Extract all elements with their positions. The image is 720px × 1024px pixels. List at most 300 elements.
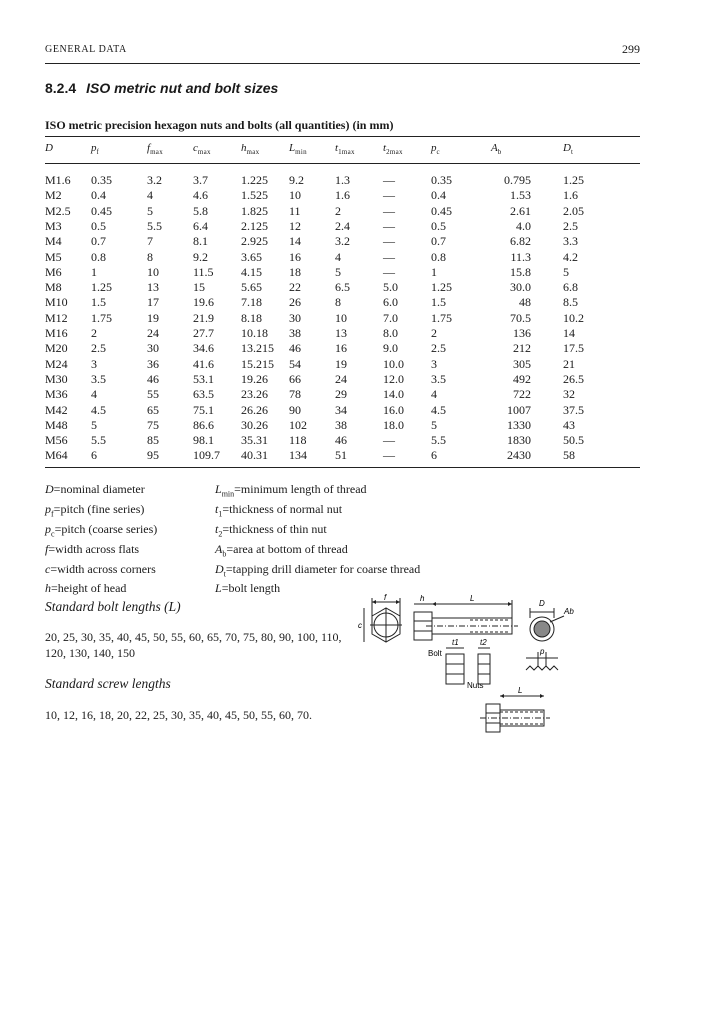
table-cell: 29	[335, 387, 347, 402]
legend-text: =nominal diameter	[53, 482, 145, 496]
table-cell: 66	[289, 371, 301, 386]
thread-pitch-profile	[526, 666, 558, 670]
table-cell: 26	[289, 295, 301, 310]
diagram-label-L2: L	[518, 686, 523, 695]
diagram-label-t1: t1	[452, 638, 459, 647]
table-cell: 19	[147, 310, 159, 325]
table-cell: 1.225	[241, 173, 268, 187]
table-cell: 40.31	[241, 448, 268, 463]
table-cell: 6.5	[335, 280, 350, 295]
legend-item	[45, 522, 157, 542]
table-cell: 722	[513, 387, 531, 402]
table-cell: 6.82	[510, 234, 531, 249]
column-subscript: max	[150, 148, 164, 157]
table-cell: 11	[289, 203, 301, 218]
table-cell: 3	[431, 356, 437, 371]
table-cell: 0.35	[431, 173, 452, 187]
column-header	[383, 142, 403, 156]
column-symbol: p	[431, 142, 437, 154]
legend-text: =thickness of thin nut	[222, 521, 327, 536]
column-symbol: D	[563, 142, 571, 154]
table-cell: 5	[91, 417, 97, 432]
table-cell: 34	[335, 402, 347, 417]
column-header	[45, 142, 53, 156]
table-cell: 37.5	[563, 402, 584, 417]
legend-text: =pitch (fine series)	[53, 501, 145, 516]
table-cell: 5.65	[241, 280, 262, 295]
diagram-label-nuts: Nuts	[467, 681, 484, 690]
table-cell: 46	[147, 371, 159, 386]
table-cell: 85	[147, 433, 159, 448]
table-cell: 16	[335, 341, 347, 356]
table-cell: 19	[335, 356, 347, 371]
legend-symbol: t	[215, 521, 219, 536]
table-row	[45, 341, 640, 355]
table-cell: 305	[513, 356, 531, 371]
table-cell: 5	[563, 264, 569, 279]
column-symbol: h	[241, 142, 247, 154]
column-subscript: 2max	[386, 148, 403, 157]
table-cell: M20	[45, 341, 68, 356]
standard-screw-title: Standard screw lengths	[45, 676, 171, 691]
table-cell: 41.6	[193, 356, 214, 371]
table-cell: 5.0	[383, 280, 398, 295]
legend-symbol: p	[45, 521, 51, 536]
column-header	[335, 142, 355, 156]
legend-symbol: h	[45, 581, 51, 596]
table-cell: —	[383, 448, 395, 463]
table-cell: 10	[335, 310, 347, 325]
table-cell: 10.0	[383, 356, 404, 371]
table-cell: —	[383, 433, 395, 448]
table-cell: 1007	[507, 402, 531, 417]
legend-subscript: b	[222, 549, 227, 559]
column-header	[431, 142, 440, 156]
table-cell: 1.25	[563, 173, 584, 187]
table-header-rule	[45, 163, 640, 164]
table-cell: 14.0	[383, 387, 404, 402]
table-cell: 109.7	[193, 448, 220, 463]
table-cell: 22	[289, 280, 301, 295]
table-cell: 46	[335, 433, 347, 448]
table-row	[45, 311, 640, 325]
table-cell: 30.26	[241, 417, 268, 432]
table-cell: M64	[45, 448, 68, 463]
table-cell: 4	[147, 188, 153, 203]
table-cell: M56	[45, 433, 68, 448]
column-symbol: p	[91, 142, 97, 154]
column-subscript: t	[570, 148, 574, 157]
table-cell: 0.45	[431, 203, 452, 218]
table-cell: 2.61	[510, 203, 531, 218]
table-row	[45, 173, 640, 187]
running-head	[45, 44, 640, 62]
column-header	[193, 142, 211, 156]
table-row	[45, 448, 640, 462]
table-cell: 34.6	[193, 341, 214, 356]
table-cell: 1.25	[431, 280, 452, 295]
legend-text: =bolt length	[221, 581, 281, 596]
table-cell: 3.5	[431, 371, 446, 386]
legend-item	[215, 562, 420, 582]
table-cell: 3	[91, 356, 97, 371]
table-cell: 1.825	[241, 203, 268, 218]
diagram-label-bolt: Bolt	[428, 649, 442, 658]
legend-text: =tapping drill diameter for coarse thread	[225, 561, 421, 576]
table-cell: 4	[335, 249, 341, 264]
table-cell: 9.2	[289, 173, 304, 187]
table-row	[45, 280, 640, 294]
table-cell: 0.795	[504, 173, 531, 187]
table-cell: 5	[147, 203, 153, 218]
section-number: 8.2.4	[45, 80, 77, 96]
table-cell: M30	[45, 371, 68, 386]
table-cell: 0.45	[91, 203, 112, 218]
table-cell: —	[383, 234, 395, 249]
table-cell: 0.7	[91, 234, 106, 249]
standard-screw-lengths: 10, 12, 16, 18, 20, 22, 25, 30, 35, 40, 45, 50, 55, 60, 70.	[45, 708, 312, 722]
table-cell: 12	[289, 218, 301, 233]
table-cell: 3.2	[335, 234, 350, 249]
column-symbol: t	[335, 142, 339, 154]
table-cell: 2430	[507, 448, 531, 463]
table-cell: 2.125	[241, 218, 268, 233]
table-cell: 23.26	[241, 387, 268, 402]
column-subscript: max	[246, 148, 260, 157]
table-cell: 1.75	[431, 310, 452, 325]
table-cell: M2	[45, 188, 62, 203]
table-cell: 1	[91, 264, 97, 279]
table-cell: 51	[335, 448, 347, 463]
table-row	[45, 295, 640, 309]
table-cell: M36	[45, 387, 68, 402]
table-cell: 13	[335, 326, 347, 340]
table-cell: 55	[147, 387, 159, 402]
legend-subscript: c	[51, 529, 55, 539]
thin-nut	[478, 654, 490, 684]
table-row	[45, 219, 640, 233]
legend-text: =thickness of normal nut	[222, 501, 343, 516]
column-subscript: f	[96, 148, 100, 157]
column-subscript: b	[497, 148, 502, 157]
table-cell: 5	[335, 264, 341, 279]
table-row	[45, 326, 640, 340]
table-cell: 8.1	[193, 234, 208, 249]
table-cell: 13	[147, 280, 159, 295]
table-cell: 38	[335, 417, 347, 432]
diagram-label-Ab: Ab	[564, 607, 574, 616]
table-cell: 6	[431, 448, 437, 463]
legend-subscript: 1	[218, 509, 223, 519]
table-cell: 24	[147, 326, 159, 340]
table-cell: M8	[45, 280, 62, 295]
table-cell: 4.2	[563, 249, 578, 264]
legend-text: =pitch (coarse series)	[54, 521, 158, 536]
diagram-label-p: p	[540, 647, 545, 656]
table-cell: 6	[91, 448, 97, 463]
table-cell: 95	[147, 448, 159, 463]
legend-symbol: L	[215, 581, 222, 596]
diagram-label-L: L	[470, 594, 475, 603]
table-cell: 26.26	[241, 402, 268, 417]
table-cell: 21	[563, 356, 575, 371]
table-cell: 1	[431, 264, 437, 279]
column-symbol: A	[491, 142, 498, 154]
table-cell: M16	[45, 326, 68, 340]
table-cell: —	[383, 264, 395, 279]
table-cell: 5.5	[91, 433, 106, 448]
table-cell: 98.1	[193, 433, 214, 448]
table-cell: 18.0	[383, 417, 404, 432]
running-head-title: GENERAL DATA	[45, 44, 127, 55]
table-cell: 492	[513, 371, 531, 386]
table-cell: 4	[91, 387, 97, 402]
table-cell: 48	[519, 295, 531, 310]
table-cell: 10	[289, 188, 301, 203]
legend-subscript: min	[221, 489, 235, 499]
table-cell: 43	[563, 417, 575, 432]
table-cell: 35.31	[241, 433, 268, 448]
table-caption: ISO metric precision hexagon nuts and bolts (all quantities) (in mm)	[45, 118, 394, 132]
table-cell: 1.6	[335, 188, 350, 203]
legend-symbol: c	[45, 561, 51, 576]
column-symbol: t	[383, 142, 387, 154]
diagram-label-D: D	[539, 599, 545, 608]
table-cell: 3.2	[147, 173, 162, 187]
table-cell: 65	[147, 402, 159, 417]
table-top-rule	[45, 136, 640, 137]
legend-symbol: f	[45, 541, 49, 556]
table-cell: 18	[289, 264, 301, 279]
table-cell: 0.5	[431, 218, 446, 233]
table-cell: —	[383, 188, 395, 203]
bolt-nut-diagram	[350, 592, 600, 742]
section-heading	[45, 80, 278, 96]
table-cell: 1.75	[91, 310, 112, 325]
table-row	[45, 418, 640, 432]
column-subscript: min	[295, 148, 307, 157]
table-cell: 2.925	[241, 234, 268, 249]
table-cell: M12	[45, 310, 68, 325]
table-cell: —	[383, 218, 395, 233]
table-cell: 17	[147, 295, 159, 310]
legend-left-column	[45, 482, 157, 601]
table-cell: M24	[45, 356, 68, 371]
table-row	[45, 250, 640, 264]
table-cell: 4.0	[516, 218, 531, 233]
table-cell: 7.0	[383, 310, 398, 325]
legend-item	[215, 542, 420, 562]
table-cell: 53.1	[193, 371, 214, 386]
table-cell: 8.5	[563, 295, 578, 310]
table-cell: 4.15	[241, 264, 262, 279]
legend-right-column	[215, 482, 420, 601]
legend-text: =minimum length of thread	[234, 482, 367, 496]
table-cell: 2.5	[431, 341, 446, 356]
table-row	[45, 265, 640, 279]
table-cell: 0.5	[91, 218, 106, 233]
legend-symbol: L	[215, 482, 222, 496]
normal-nut	[446, 654, 464, 684]
column-header	[91, 142, 99, 156]
table-row	[45, 372, 640, 386]
table-cell: 17.5	[563, 341, 584, 356]
table-cell: 1.5	[91, 295, 106, 310]
table-cell: —	[383, 173, 395, 187]
column-symbol: c	[193, 142, 198, 154]
table-cell: 8.0	[383, 326, 398, 340]
table-cell: 11.3	[510, 249, 531, 264]
table-cell: 0.4	[91, 188, 106, 203]
table-cell: 136	[513, 326, 531, 340]
table-cell: 7	[147, 234, 153, 249]
table-cell: 50.5	[563, 433, 584, 448]
table-cell: 2	[335, 203, 341, 218]
table-cell: 0.4	[431, 188, 446, 203]
table-row	[45, 188, 640, 202]
table-cell: 212	[513, 341, 531, 356]
page-number: 299	[622, 42, 640, 56]
legend-subscript: 2	[218, 529, 223, 539]
table-cell: 75	[147, 417, 159, 432]
table-cell: M1.6	[45, 173, 71, 187]
table-cell: 24	[335, 371, 347, 386]
table-cell: 5.5	[147, 218, 162, 233]
table-cell: M5	[45, 249, 62, 264]
table-cell: M6	[45, 264, 62, 279]
column-symbol: L	[289, 142, 296, 154]
table-cell: 30.0	[510, 280, 531, 295]
table-cell: 9.0	[383, 341, 398, 356]
column-subscript: max	[197, 148, 211, 157]
table-cell: 11.5	[193, 264, 214, 279]
table-cell: 38	[289, 326, 301, 340]
table-cell: 19.6	[193, 295, 214, 310]
column-symbol: f	[147, 142, 151, 154]
table-cell: 10.2	[563, 310, 584, 325]
table-cell: 32	[563, 387, 575, 402]
table-cell: 2.5	[91, 341, 106, 356]
table-cell: 10.18	[241, 326, 268, 340]
table-cell: 0.8	[91, 249, 106, 264]
table-cell: 63.5	[193, 387, 214, 402]
table-cell: —	[383, 203, 395, 218]
legend-item	[45, 542, 157, 562]
table-cell: 0.8	[431, 249, 446, 264]
legend-symbol: t	[215, 501, 219, 516]
table-cell: 78	[289, 387, 301, 402]
standard-bolt-title: Standard bolt lengths (L)	[45, 599, 181, 614]
table-cell: 46	[289, 341, 301, 356]
legend-item	[215, 522, 420, 542]
table-cell: M2.5	[45, 203, 71, 218]
table-cell: 8	[335, 295, 341, 310]
standard-bolt-lengths: 20, 25, 30, 35, 40, 45, 50, 55, 60, 65, 70, 75, 80, 90, 100, 110, 120, 130, 140, 150	[45, 630, 342, 660]
table-cell: 5	[431, 417, 437, 432]
table-cell: 6.8	[563, 280, 578, 295]
table-cell: 30	[289, 310, 301, 325]
table-row	[45, 403, 640, 417]
table-cell: 5.8	[193, 203, 208, 218]
diagram-label-c: c	[358, 621, 362, 630]
table-cell: 8.18	[241, 310, 262, 325]
column-subscript: c	[436, 148, 440, 157]
diagram-label-f: f	[384, 593, 387, 602]
table-cell: 3.5	[91, 371, 106, 386]
table-cell: 90	[289, 402, 301, 417]
legend-item	[215, 502, 420, 522]
table-cell: 10	[147, 264, 159, 279]
table-cell: M48	[45, 417, 68, 432]
table-cell: 16.0	[383, 402, 404, 417]
table-cell: 1.25	[91, 280, 112, 295]
table-cell: M3	[45, 218, 62, 233]
table-row	[45, 204, 640, 218]
table-cell: 0.35	[91, 173, 112, 187]
table-cell: 1.53	[510, 188, 531, 203]
table-cell: 3.3	[563, 234, 578, 249]
table-cell: 14	[289, 234, 301, 249]
column-header	[289, 142, 307, 156]
table-cell: 58	[563, 448, 575, 463]
table-cell: 4	[431, 387, 437, 402]
table-cell: 134	[289, 448, 307, 463]
legend-text: =width across flats	[48, 541, 140, 556]
table-cell: M4	[45, 234, 62, 249]
table-cell: 6.0	[383, 295, 398, 310]
table-cell: 2	[431, 326, 437, 340]
table-cell: 1.525	[241, 188, 268, 203]
table-cell: 2.5	[563, 218, 578, 233]
table-row	[45, 433, 640, 447]
table-cell: 1830	[507, 433, 531, 448]
table-cell: 8	[147, 249, 153, 264]
table-cell: 6.4	[193, 218, 208, 233]
table-cell: 30	[147, 341, 159, 356]
diagram-label-h: h	[420, 594, 425, 603]
table-cell: —	[383, 249, 395, 264]
table-cell: 2	[91, 326, 97, 340]
table-cell: 2.05	[563, 203, 584, 218]
table-cell: 27.7	[193, 326, 214, 340]
table-cell: 70.5	[510, 310, 531, 325]
legend-item	[45, 502, 157, 522]
table-cell: 3.7	[193, 173, 208, 187]
legend-subscript: t	[223, 568, 226, 578]
symbol-legend	[45, 482, 640, 596]
legend-item	[45, 482, 157, 502]
table-row	[45, 357, 640, 371]
column-subscript: 1max	[338, 148, 355, 157]
legend-symbol: A	[215, 541, 223, 556]
legend-text: =height of head	[51, 581, 127, 596]
table-cell: 1.5	[431, 295, 446, 310]
table-row	[45, 387, 640, 401]
column-header	[241, 142, 259, 156]
table-cell: M42	[45, 402, 68, 417]
table-cell: 15	[193, 280, 205, 295]
legend-text: =area at bottom of thread	[226, 541, 348, 556]
table-cell: 15.215	[241, 356, 274, 371]
column-symbol: D	[45, 142, 53, 154]
table-cell: 2.4	[335, 218, 350, 233]
section-title-text: ISO metric nut and bolt sizes	[86, 80, 279, 96]
legend-symbol: D	[215, 561, 224, 576]
table-cell: 4.6	[193, 188, 208, 203]
legend-item	[215, 482, 420, 502]
table-row	[45, 234, 640, 248]
table-cell: 15.8	[510, 264, 531, 279]
